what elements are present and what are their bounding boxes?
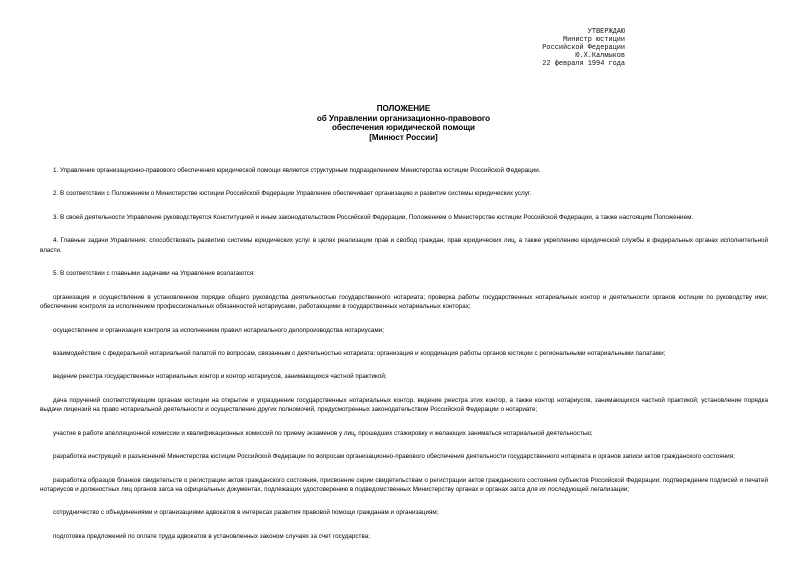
- duty-item: участие в работе апелляционной комиссии и квалификационных комиссий по приему экзаменов у лиц, прошедших стажировку и желающих заниматься нотариальной деятельностью;: [53, 429, 593, 437]
- title-line-subject: об Управлении организационно-правового: [316, 113, 491, 123]
- approval-line-date: 22 февраля 1994 года: [542, 60, 625, 69]
- paragraph-2: 2. В соответствии с Положением о Министерстве юстиции Российской Федерации Управление обеспечивает организацию и развитие системы юридических услуг.: [53, 190, 532, 198]
- title-line-subject-cont: обеспечения юридической помощи: [331, 123, 476, 133]
- duty-item: взаимодействие с федеральной нотариальной палатой по вопросам, связанным с деятельностью нотариата; организация и координация работы органов юстиции с региональными нотариальными палатами;: [53, 349, 666, 357]
- duty-item: дача поручений соответствующим органам юстиции на открытие и упразднение государственных нотариальных контор, ведение реестра этих контор, а также контор нотариусов, занимающихся частной практикой; установление порядка выдачи лицензий на право нотариальной деятельности и осуществление других полномочий, предусмотренных законодательством Российской Федерации о нотариате;: [40, 396, 768, 414]
- paragraph-5: 5. В соответствии с главными задачами на Управление возлагаются:: [53, 270, 255, 278]
- approval-line-country: Российской Федерации: [542, 44, 625, 53]
- duty-item: подготовка предложений по оплате труда адвокатов в установленных законом случаях за счет государства;: [53, 532, 370, 540]
- duty-item: осуществление и организация контроля за исполнением правил нотариального делопроизводства нотариусами;: [53, 326, 384, 334]
- approval-line-approved: УТВЕРЖДАЮ: [587, 28, 625, 36]
- approval-line-signatory: Ю.Х.Калмыков: [575, 52, 625, 61]
- duty-item: разработка образцов бланков свидетельств о регистрации актов гражданского состояния, присвоение серии свидетельствам о регистрации актов гражданского состояния субъектов Российской Федерации; подтверждение подписей и печатей нотариусов и должностных лиц органов загса на официальных документах, подлежащих удостоверению в подведомственных Министерству органах и органах загса для их последующей легализации;: [40, 476, 768, 493]
- title-line-issuer: [Минюст России]: [369, 132, 438, 142]
- approval-stamp: [542, 28, 625, 68]
- duty-item: разработка инструкций и разъяснений Министерства юстиции Российской Федерации по вопросам организационно-правового обеспечения деятельности государственного нотариата и органов записи актов гражданского состояния;: [53, 453, 735, 461]
- paragraph-4: 4. Главные задачи Управления: способствовать развитию системы юридических услуг в целях реализации прав и свобод граждан, прав юридических лиц, а также укреплению юридической службы в федеральных органах исполнительной власти.: [40, 237, 768, 254]
- approval-line-position: Министр юстиции: [562, 36, 625, 45]
- document-title: [0, 104, 807, 142]
- duty-item: сотрудничество с объединениями и организациями адвокатов в интересах развития правовой помощи гражданам и организациям;: [53, 509, 439, 517]
- document-body: [40, 166, 768, 555]
- duty-item: организация и осуществление в установленном порядке общего руководства деятельностью государственного нотариата; проверка работы государственных нотариальных контор и деятельности органов юстиции по руководству ими; обеспечение контроля за исполнением профессиональных обязанностей нотариусами, работающими в государственных нотариальных конторах;: [40, 293, 768, 311]
- duty-item: ведение реестра государственных нотариальных контор и контор нотариусов, занимающихся частной практикой;: [53, 373, 387, 381]
- paragraph-1: 1. Управление организационно-правового обеспечения юридической помощи является структурным подразделением Министерства юстиции Российской Федерации.: [53, 167, 541, 174]
- paragraph-3: 3. В своей деятельности Управление руководствуется Конституцией и иным законодательством Российской Федерации, Положением о Министерстве юстиции Российской Федерации, а также настоящим Положением.: [53, 213, 694, 221]
- title-line-regulation: ПОЛОЖЕНИЕ: [376, 104, 431, 113]
